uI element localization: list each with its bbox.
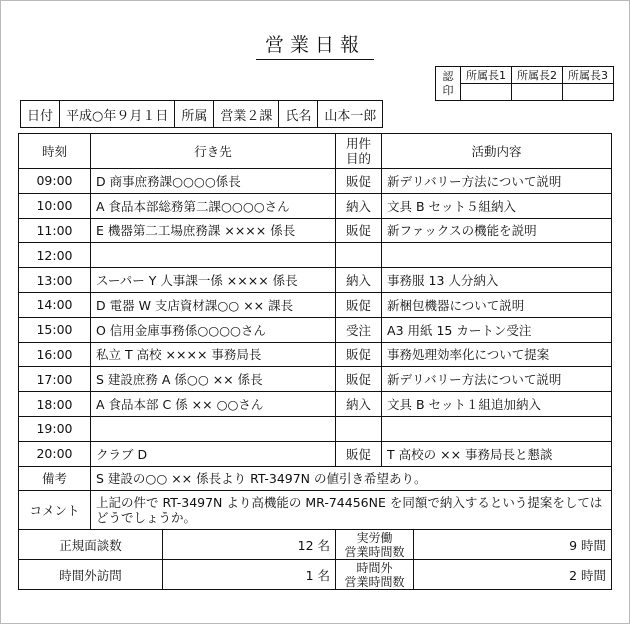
remarks-text: S 建設の○○ ×× 係長より RT-3497N の値引き希望あり。 (91, 466, 612, 491)
activity-header: 活動内容 (382, 134, 612, 169)
purpose-cell (336, 416, 382, 441)
destination-cell: D 商事庶務課○○○○係長 (91, 169, 336, 194)
destination-cell: E 機器第二工場庶務課 ×××× 係長 (91, 218, 336, 243)
time-cell: 09:00 (19, 169, 91, 194)
time-cell: 10:00 (19, 193, 91, 218)
purpose-cell: 納入 (336, 193, 382, 218)
purpose-cell: 販促 (336, 292, 382, 317)
activity-cell: 新デリバリー方法について説明 (382, 367, 612, 392)
destination-cell: O 信用金庫事務係○○○○さん (91, 317, 336, 342)
department-value: 営業２課 (214, 101, 279, 128)
purpose-cell: 販促 (336, 342, 382, 367)
comment-label: コメント (19, 491, 91, 530)
actual-sales-hours-value: 9 時間 (569, 537, 607, 553)
activity-cell: 文具 B セット１組追加納入 (382, 392, 612, 417)
overtime-sales-hours-cell (336, 560, 612, 590)
activity-cell: T 高校の ×× 事務局長と懇談 (382, 441, 612, 466)
purpose-cell: 納入 (336, 268, 382, 293)
overtime-sales-hours-label: 時間外 営業時間数 (336, 560, 414, 589)
activity-cell (382, 243, 612, 268)
purpose-cell: 受注 (336, 317, 382, 342)
schedule-row (19, 342, 612, 367)
date-value: 平成○年９月１日 (60, 101, 175, 128)
time-cell: 18:00 (19, 392, 91, 417)
time-cell: 11:00 (19, 218, 91, 243)
approval-stamp-label: 認 印 (436, 67, 461, 101)
purpose-cell: 販促 (336, 441, 382, 466)
approval-stamp-box-1[interactable] (461, 84, 512, 101)
time-cell: 16:00 (19, 342, 91, 367)
overtime-visits-value: 1 名 (163, 560, 336, 590)
purpose-cell (336, 243, 382, 268)
schedule-row (19, 317, 612, 342)
activity-cell: 事務処理効率化について提案 (382, 342, 612, 367)
name-value: 山本一郎 (318, 101, 383, 128)
destination-cell (91, 243, 336, 268)
time-header: 時刻 (19, 134, 91, 169)
time-cell: 19:00 (19, 416, 91, 441)
destination-cell (91, 416, 336, 441)
destination-cell: A 食品本部総務第二課○○○○さん (91, 193, 336, 218)
schedule-row (19, 243, 612, 268)
schedule-table (18, 133, 612, 590)
destination-cell: スーパー Y 人事課一係 ×××× 係長 (91, 268, 336, 293)
overtime-sales-hours-value: 2 時間 (569, 567, 607, 583)
schedule-row (19, 218, 612, 243)
destination-cell: 私立 T 高校 ×××× 事務局長 (91, 342, 336, 367)
purpose-cell: 販促 (336, 169, 382, 194)
activity-cell: A3 用紙 15 カートン受注 (382, 317, 612, 342)
purpose-header: 用件 目的 (336, 134, 382, 169)
activity-cell: 新梱包機器について説明 (382, 292, 612, 317)
time-cell: 20:00 (19, 441, 91, 466)
schedule-row (19, 416, 612, 441)
time-cell: 17:00 (19, 367, 91, 392)
destination-cell: D 電器 W 支店資材課○○ ×× 課長 (91, 292, 336, 317)
destination-cell: A 食品本部 C 係 ×× ○○さん (91, 392, 336, 417)
comment-text: 上記の件で RT-3497N より高機能の MR-74456NE を同額で納入するという提案をしてはどうでしょうか。 (91, 491, 612, 530)
purpose-cell: 販促 (336, 367, 382, 392)
activity-cell: 文具 B セット５組納入 (382, 193, 612, 218)
report-info-table (20, 100, 383, 128)
schedule-row (19, 292, 612, 317)
approval-header-2: 所属長2 (512, 67, 563, 84)
schedule-row (19, 193, 612, 218)
name-label: 氏名 (279, 101, 318, 128)
schedule-row (19, 367, 612, 392)
schedule-row (19, 392, 612, 417)
destination-header: 行き先 (91, 134, 336, 169)
activity-cell: 新ファックスの機能を説明 (382, 218, 612, 243)
schedule-row (19, 268, 612, 293)
actual-sales-hours-cell (336, 530, 612, 560)
approval-stamp-table (435, 66, 614, 101)
time-cell: 14:00 (19, 292, 91, 317)
activity-cell (382, 416, 612, 441)
time-cell: 12:00 (19, 243, 91, 268)
schedule-row (19, 169, 612, 194)
activity-cell: 事務服 13 人分納入 (382, 268, 612, 293)
regular-visits-value: 12 名 (163, 530, 336, 560)
date-label: 日付 (21, 101, 60, 128)
approval-header-3: 所属長3 (563, 67, 614, 84)
destination-cell: クラブ D (91, 441, 336, 466)
activity-cell: 新デリバリー方法について説明 (382, 169, 612, 194)
time-cell: 15:00 (19, 317, 91, 342)
purpose-cell: 販促 (336, 218, 382, 243)
purpose-cell: 納入 (336, 392, 382, 417)
schedule-row (19, 441, 612, 466)
approval-header-1: 所属長1 (461, 67, 512, 84)
approval-stamp-box-2[interactable] (512, 84, 563, 101)
time-cell: 13:00 (19, 268, 91, 293)
destination-cell: S 建設庶務 A 係○○ ×× 係長 (91, 367, 336, 392)
actual-sales-hours-label: 実労働 営業時間数 (336, 530, 414, 559)
overtime-visits-label: 時間外訪問 (19, 560, 163, 590)
regular-visits-label: 正規面談数 (19, 530, 163, 560)
department-label: 所属 (175, 101, 214, 128)
remarks-label: 備考 (19, 466, 91, 491)
page-title: 営業日報 (256, 30, 374, 60)
approval-stamp-box-3[interactable] (563, 84, 614, 101)
